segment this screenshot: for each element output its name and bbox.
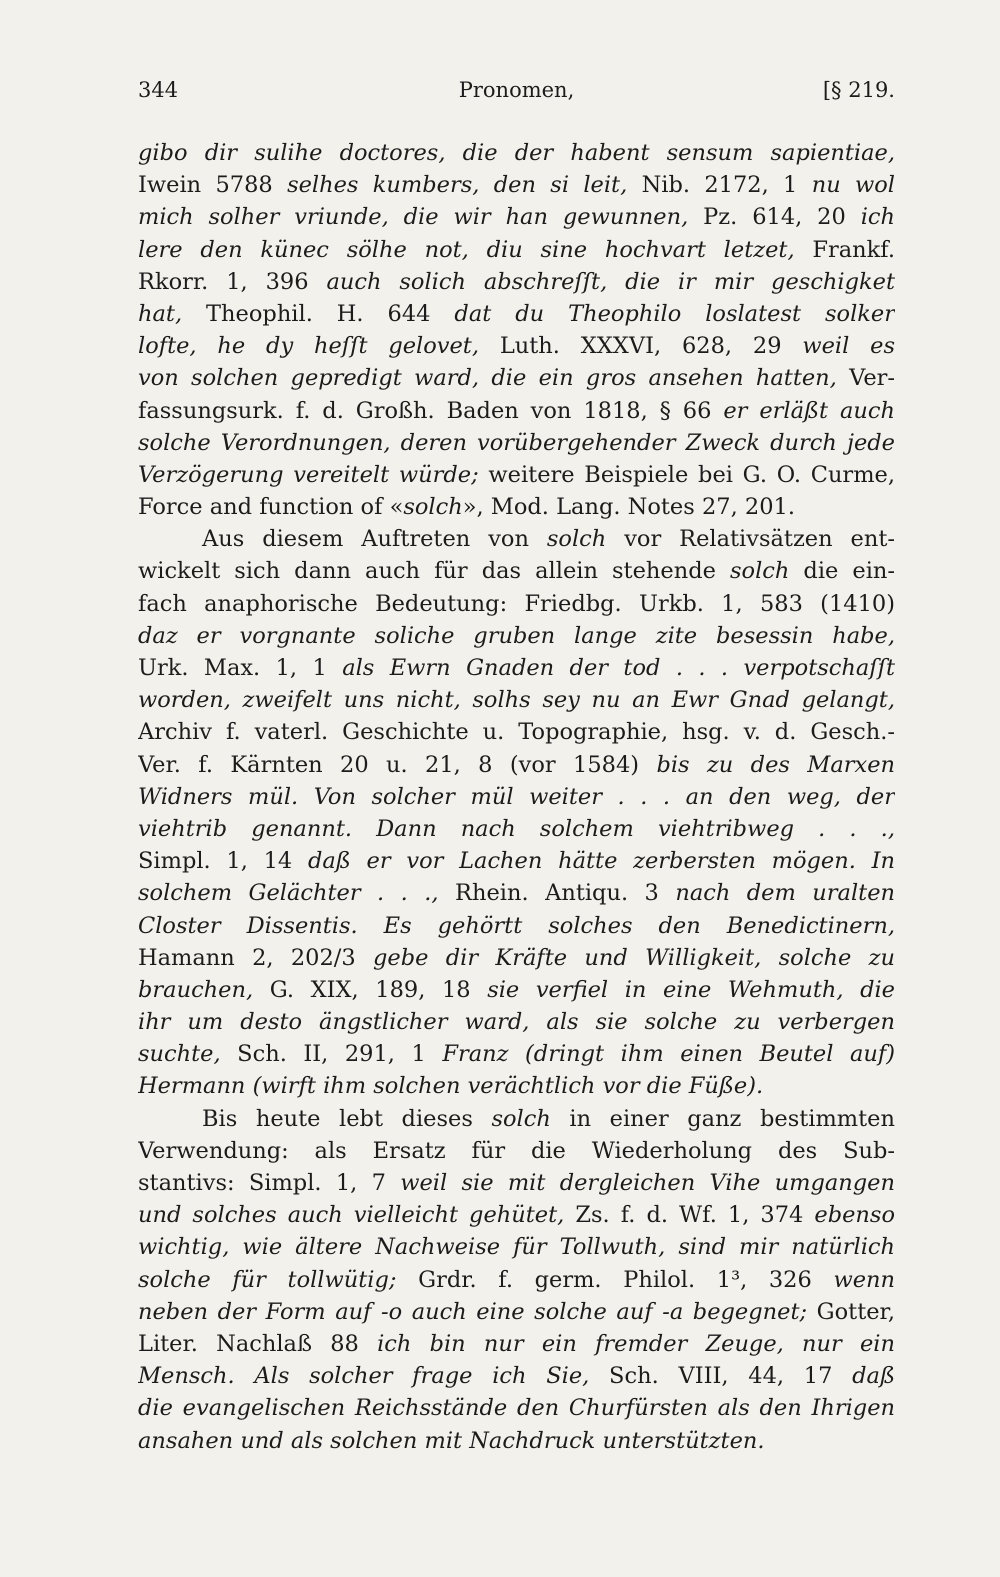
text-line — [138, 266, 895, 298]
italic-quote: daz er vorgnante soliche gruben lange zite besessin habe, — [138, 622, 895, 649]
text-run: Ver. f. Kärnten 20 u. 21, 8 (vor 1584) — [138, 751, 657, 778]
text-line — [138, 684, 895, 716]
italic-quote: die evangelischen Reichsstände den Churfürsten als den Ihrigen — [138, 1395, 895, 1422]
italic-quote: viehtrib genannt. Dann nach solchem viehtribweg . . ., — [138, 815, 895, 842]
text-run: Grdr. f. germ. Philol. 1³, 326 — [396, 1266, 834, 1293]
text-line — [138, 1006, 895, 1038]
section-reference: [§ 219. — [822, 78, 895, 102]
italic-quote: worden, zweifelt uns nicht, solhs sey nu an Ewr Gnad gelangt, — [138, 687, 895, 714]
text-line — [138, 1070, 895, 1102]
italic-quote: von solchen gepredigt ward, die ein gros ansehen hatten, — [138, 365, 837, 392]
italic-quote: solche Verordnungen, deren vorübergehender Zweck durch jede — [138, 429, 895, 456]
text-line — [138, 1231, 895, 1263]
italic-quote: ansahen und als solchen mit Nachdruck unterstützten. — [138, 1427, 765, 1454]
italic-quote: solch — [546, 526, 607, 553]
text-line — [138, 523, 895, 555]
italic-quote: ich — [860, 204, 895, 231]
italic-quote: gebe dir Kräfte und Willigkeit, solche zu — [373, 944, 895, 971]
text-run: Zs. f. d. Wf. 1, 374 — [564, 1202, 815, 1229]
text-line — [138, 1425, 895, 1457]
text-run: die ein- — [789, 558, 895, 585]
text-run: Iwein 5788 — [138, 172, 288, 199]
text-run: weitere Beispiele bei G. O. Curme, — [478, 461, 895, 488]
text-run: in einer ganz bestimmten — [550, 1105, 895, 1132]
text-line — [138, 781, 895, 813]
text-run: Force and function of « — [138, 494, 404, 521]
italic-quote: Widners mül. Von solcher mül weiter . . . an den weg, der — [138, 783, 895, 810]
text-line — [138, 1199, 895, 1231]
text-line — [138, 652, 895, 684]
text-run: Urk. Max. 1, 1 — [138, 655, 343, 681]
italic-quote: Closter Dissentis. Es gehörtt solches den Benedictinern, — [138, 912, 895, 939]
italic-quote: solchem Gelächter . . ., — [138, 880, 439, 907]
italic-quote: als Ewrn Gnaden der tod . . . verpotschaſſt — [342, 655, 895, 681]
italic-quote: selhes kumbers, den si leit, — [287, 172, 628, 199]
text-line — [138, 427, 895, 459]
text-line — [138, 716, 895, 748]
text-line — [138, 1038, 895, 1070]
running-head — [138, 78, 895, 108]
text-run: Sch. II, 291, 1 — [220, 1041, 443, 1068]
text-run: Aus diesem Auftreten von — [202, 526, 547, 553]
text-line — [138, 201, 895, 233]
text-run: wickelt sich dann auch für das allein stehende — [138, 558, 730, 585]
italic-quote: gibo dir sulihe doctores, die der habent sensum sapientiae, — [138, 140, 895, 166]
text-run: G. XIX, 189, 18 — [253, 976, 488, 1003]
text-run: Verwendung: als Ersatz für die Wiederholung des Sub- — [138, 1137, 895, 1164]
italic-quote: Hermann (wirft ihm solchen verächtlich vor die Füße). — [138, 1073, 764, 1100]
text-line — [138, 1328, 895, 1360]
italic-quote: dat du Theophilo loslatest solker — [454, 300, 895, 327]
italic-quote: weil es — [802, 333, 895, 360]
italic-quote: und solches auch vielleicht gehütet, — [138, 1202, 565, 1229]
italic-quote: brauchen, — [138, 976, 254, 1003]
text-line — [138, 169, 895, 201]
italic-quote: nu wol — [811, 172, 895, 199]
text-line — [138, 749, 895, 781]
body-text — [138, 137, 895, 1457]
text-run: Liter. Nachlaß 88 — [138, 1330, 378, 1357]
italic-quote: auch solich abschreſſt, die ir mir geschigket — [326, 268, 895, 295]
text-run: Bis heute lebt dieses — [202, 1105, 492, 1132]
italic-quote: ebenso — [814, 1202, 895, 1229]
italic-quote: weil sie mit dergleichen Vihe umgangen — [400, 1170, 895, 1196]
text-run: fassungsurk. f. d. Großh. Baden von 1818, § 66 — [138, 397, 724, 424]
italic-quote: Franz (dringt ihm einen Beutel auf) — [442, 1041, 895, 1068]
text-run: Rhein. Antiqu. 3 — [438, 880, 676, 907]
text-run: vor Relativsätzen ent- — [606, 526, 895, 553]
text-line — [138, 942, 895, 974]
italic-quote: solch — [491, 1105, 551, 1132]
text-line — [138, 234, 895, 266]
text-run: Luth. XXXVI, 628, 29 — [479, 333, 803, 360]
text-line — [138, 137, 895, 169]
text-line — [138, 1296, 895, 1328]
text-run: Hamann 2, 202/3 — [138, 944, 373, 971]
text-run: », Mod. Lang. Notes 27, 201. — [462, 494, 795, 521]
italic-quote: lere den künec sölhe not, diu sine hochvart letzet, — [138, 236, 795, 263]
text-run: Frankf. — [794, 236, 895, 263]
page-title: Pronomen, — [458, 78, 575, 102]
italic-quote: lofte, he dy heſſt gelovet, — [138, 333, 479, 360]
text-run: Sch. VIII, 44, 17 — [589, 1363, 853, 1390]
italic-quote: hat, — [138, 300, 183, 327]
italic-quote: solch — [403, 494, 463, 521]
italic-quote: ihr um desto ängstlicher ward, als sie solche zu verbergen — [138, 1009, 895, 1036]
text-line — [138, 910, 895, 942]
text-line — [138, 362, 895, 394]
text-line — [138, 974, 895, 1006]
italic-quote: wichtig, wie ältere Nachweise für Tollwuth, sind mir natürlich — [138, 1234, 895, 1261]
page-number: 344 — [138, 78, 179, 102]
text-line — [138, 1103, 895, 1135]
text-run: Gotter, — [807, 1298, 895, 1325]
italic-quote: wenn — [833, 1266, 895, 1293]
italic-quote: sie verfiel in eine Wehmuth, die — [487, 976, 895, 1003]
italic-quote: Mensch. Als solcher frage ich Sie, — [138, 1363, 590, 1390]
italic-quote: mich solher vriunde, die wir han gewunnen, — [138, 204, 689, 231]
italic-quote: solche für tollwütig; — [138, 1266, 397, 1293]
italic-quote: daß er vor Lachen hätte zerbersten mögen. In — [307, 848, 895, 875]
italic-quote: nach dem uralten — [675, 880, 895, 907]
text-line — [138, 491, 895, 523]
text-line — [138, 1135, 895, 1167]
text-run: Ver- — [836, 365, 895, 392]
text-run: fach anaphorische Bedeutung: Friedbg. Urkb. 1, 583 (1410) — [138, 590, 895, 617]
text-line — [138, 330, 895, 362]
text-run: Rkorr. 1, 396 — [138, 268, 327, 295]
text-run: Theophil. H. 644 — [182, 300, 455, 327]
italic-quote: ich bin nur ein fremder Zeuge, nur ein — [377, 1330, 895, 1357]
text-run: Nib. 2172, 1 — [627, 172, 812, 199]
text-line — [138, 845, 895, 877]
text-line — [138, 395, 895, 427]
italic-quote: neben der Form auf -o auch eine solche auf -a begegnet; — [138, 1298, 808, 1325]
italic-quote: suchte, — [138, 1041, 221, 1068]
text-line — [138, 298, 895, 330]
text-run: Simpl. 1, 14 — [138, 848, 308, 875]
text-run: stantivs: Simpl. 1, 7 — [138, 1170, 401, 1196]
italic-quote: bis zu des Marxen — [656, 751, 895, 778]
italic-quote: daß — [852, 1363, 895, 1390]
text-line — [138, 1392, 895, 1424]
text-line — [138, 1264, 895, 1296]
text-line — [138, 1167, 895, 1199]
text-line — [138, 620, 895, 652]
text-run: Archiv f. vaterl. Geschichte u. Topographie, hsg. v. d. Gesch.- — [138, 719, 895, 746]
text-line — [138, 1360, 895, 1392]
italic-quote: Verzögerung vereitelt würde; — [138, 461, 479, 488]
italic-quote: er erläßt auch — [723, 397, 895, 424]
text-line — [138, 877, 895, 909]
text-run: Pz. 614, 20 — [688, 204, 861, 231]
text-line — [138, 459, 895, 491]
italic-quote: solch — [729, 558, 790, 585]
text-line — [138, 813, 895, 845]
text-line — [138, 588, 895, 620]
text-line — [138, 555, 895, 587]
